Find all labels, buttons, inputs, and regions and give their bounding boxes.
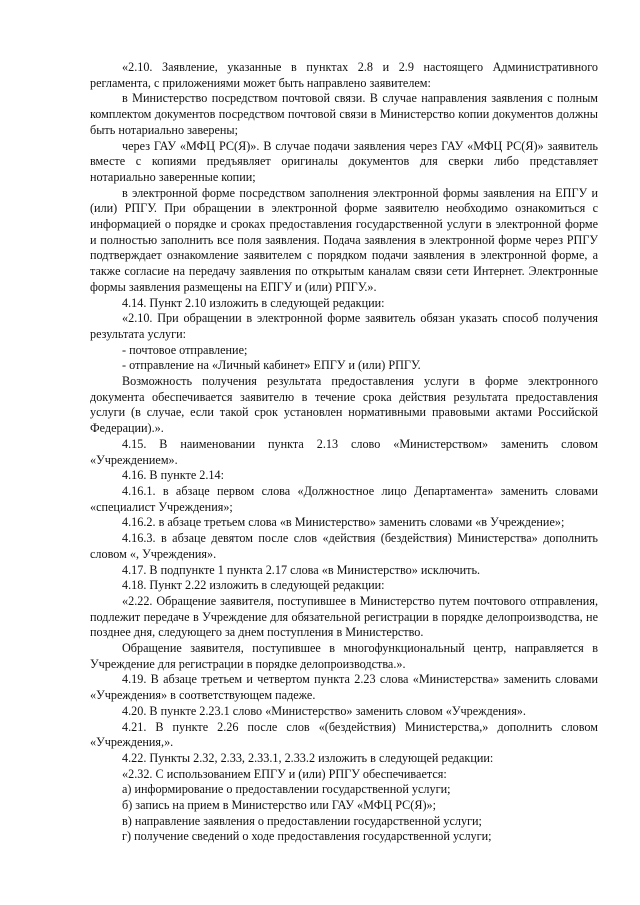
paragraph: «2.10. Заявление, указанные в пунктах 2.8 и 2.9 настоящего Административного регламента, с приложениями может быть направлено заявителем: (90, 60, 598, 90)
paragraph: а) информирование о предоставлении государственной услуги; (122, 782, 451, 797)
paragraph: 4.22. Пункты 2.32, 2.33, 2.33.1, 2.33.2 изложить в следующей редакции: (122, 750, 494, 765)
paragraph: «2.22. Обращение заявителя, поступившее в Министерство путем почтового отправления, подлежит передаче в Учреждение для обязательной регистрации в порядке делопроизводства, не позднее дня, следующего за днем поступления в Министерство. (90, 593, 598, 640)
paragraph: через ГАУ «МФЦ РС(Я)». В случае подачи заявления через ГАУ «МФЦ РС(Я)» заявитель вместе с копиями предъявляет оригиналы документов для сверки либо представляет нотариально заверенные копии; (90, 138, 598, 184)
paragraph: - почтовое отправление; (122, 342, 248, 357)
paragraph: 4.21. В пункте 2.26 после слов «(бездействия) Министерства,» дополнить словом «Учреждения,». (90, 719, 598, 750)
paragraph: 4.14. Пункт 2.10 изложить в следующей редакции: (122, 295, 385, 310)
paragraph: 4.15. В наименовании пункта 2.13 слово «Министерством» заменить словом «Учреждением». (90, 436, 598, 467)
paragraph: 4.20. В пункте 2.23.1 слово «Министерство» заменить словом «Учреждения». (122, 703, 526, 718)
paragraph: 4.19. В абзаце третьем и четвертом пункта 2.23 слова «Министерства» заменить словами «Учреждения» в соответствующем падеже. (90, 672, 598, 703)
paragraph: в Министерство посредством почтовой связи. В случае направления заявления с полным комплектом документов посредством почтовой связи в Министерство копии документов должны быть нотариально заверены; (90, 91, 598, 137)
paragraph: 4.16.2. в абзаце третьем слова «в Министерство» заменить словами «в Учреждение»; (122, 515, 565, 530)
paragraph: Возможность получения результата предоставления услуги в форме электронного документа обеспечивается заявителю в течение срока действия результата предоставления услуги (в случае, если такой срок установлен нормативными правовыми актами Российской Федерации).». (90, 374, 598, 436)
paragraph: г) получение сведений о ходе предоставления государственной услуги; (122, 829, 492, 844)
paragraph: 4.16.3. в абзаце девятом после слов «действия (бездействия) Министерства» дополнить словом «, Учреждения». (90, 531, 598, 561)
paragraph: в) направление заявления о предоставлении государственной услуги; (122, 813, 482, 828)
paragraph: «2.32. С использованием ЕПГУ и (или) РПГУ обеспечивается: (122, 766, 447, 781)
paragraph: «2.10. При обращении в электронной форме заявитель обязан указать способ получения результата услуги: (90, 311, 598, 341)
paragraph: - отправление на «Личный кабинет» ЕПГУ и (или) РПГУ. (122, 358, 421, 373)
paragraph: в электронной форме посредством заполнения электронной формы заявления на ЕПГУ и (или) РПГУ. При обращении в электронной форме заявителю необходимо ознакомиться с информацией о порядке и сроках предоставления государственной услуги в электронной форме и полностью заполнить все поля заявления. Подача заявления в электронной форме через РПГУ подтверждает ознакомление заявителем с порядком подачи заявления в электронной форме, а также согласие на передачу заявления по открытым каналам связи сети Интернет. Электронные формы заявления размещены на ЕПГУ и (или) РПГУ.». (90, 185, 598, 294)
paragraph: Обращение заявителя, поступившее в многофункциональный центр, направляется в Учреждение для регистрации в порядке делопроизводства.». (90, 641, 598, 671)
paragraph: 4.18. Пункт 2.22 изложить в следующей редакции: (122, 578, 385, 593)
paragraph: 4.16. В пункте 2.14: (122, 468, 224, 483)
paragraph: 4.16.1. в абзаце первом слова «Должностное лицо Департамента» заменить словами «специалист Учреждения»; (90, 483, 598, 514)
paragraph: 4.17. В подпункте 1 пункта 2.17 слова «в Министерство» исключить. (122, 562, 481, 577)
paragraph: б) запись на прием в Министерство или ГАУ «МФЦ РС(Я)»; (122, 798, 437, 813)
